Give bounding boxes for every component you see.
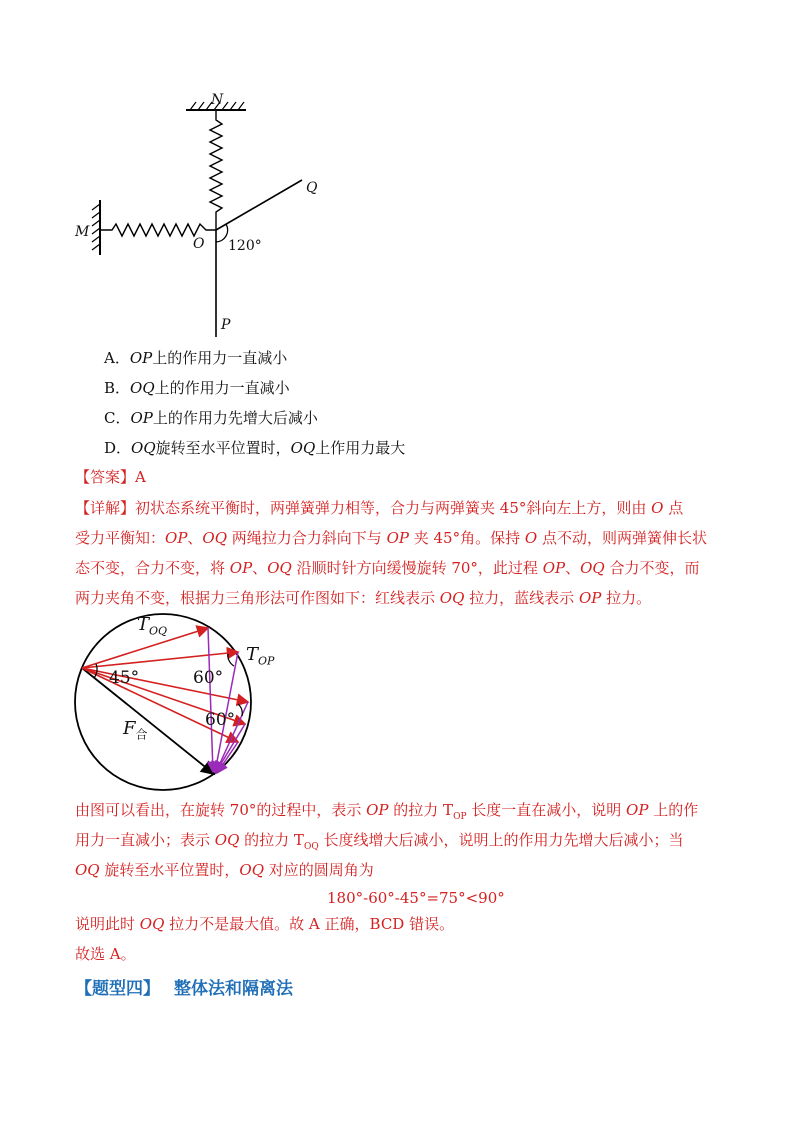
label-angle-60-top: 60° [193,668,224,688]
option-c: C．OP上的作用力先增大后减小 [104,409,318,427]
label-angle-120: 120° [228,238,262,254]
detail-line-3: 态不变，合力不变，将 OP、OQ 沿顺时针方向缓慢旋转 70°，此过程 OP、OQ 合力不变，而 [75,559,700,577]
explain-line-2: 用力一直减小；表示 OQ 的拉力 $T_{OQ}$ 长度线增大后减小，说明上的作用力先增大后减小；当 [75,831,684,852]
label-t-oq: $T_{OQ}$ [137,614,168,638]
explain-line-6: 故选 A。 [75,945,136,963]
detail-line-1: 【详解】初状态系统平衡时，两弹簧弹力相等，合力与两弹簧夹 45°斜向左上方，则由 O 点 [75,499,684,517]
option-a: A．OP上的作用力一直减小 [104,349,288,367]
label-t-op: $T_{OP}$ [246,644,275,668]
label-f-resultant: $F_合$ [123,718,148,742]
detail-line-4: 两力夹角不变，根据力三角形法可作图如下：红线表示 OQ 拉力，蓝线表示 OP 拉力。 [75,589,652,607]
answer-line: 【答案】A [75,468,146,486]
option-d: D．OQ旋转至水平位置时，OQ上作用力最大 [104,439,406,457]
label-Q: Q [306,180,318,196]
label-N: N [211,92,224,108]
spring-diagram [90,90,350,350]
detail-line-2: 受力平衡知：OP、OQ 两绳拉力合力斜向下与 OP 夹 45°角。保持 O 点不动，则两弹簧伸长状 [75,529,707,547]
section-heading: 【题型四】 整体法和隔离法 [75,979,293,999]
force-circle-diagram [70,612,270,792]
label-angle-60-bottom: 60° [205,710,236,730]
explain-line-1: 由图可以看出，在旋转 70°的过程中，表示 OP 的拉力 $T_{OP}$ 长度一直在减小，说明 OP 上的作 [75,801,699,822]
label-O: O [193,236,205,252]
explain-line-3: OQ 旋转至水平位置时，OQ 对应的圆周角为 [75,861,374,879]
explain-formula: 180°-60°-45°=75°<90° [327,889,505,907]
label-P: P [221,317,231,333]
label-M: M [75,224,90,240]
explain-line-5: 说明此时 OQ 拉力不是最大值。故 A 正确，BCD 错误。 [75,915,455,933]
option-b: B．OQ上的作用力一直减小 [104,379,290,397]
label-angle-45: 45° [109,668,140,688]
